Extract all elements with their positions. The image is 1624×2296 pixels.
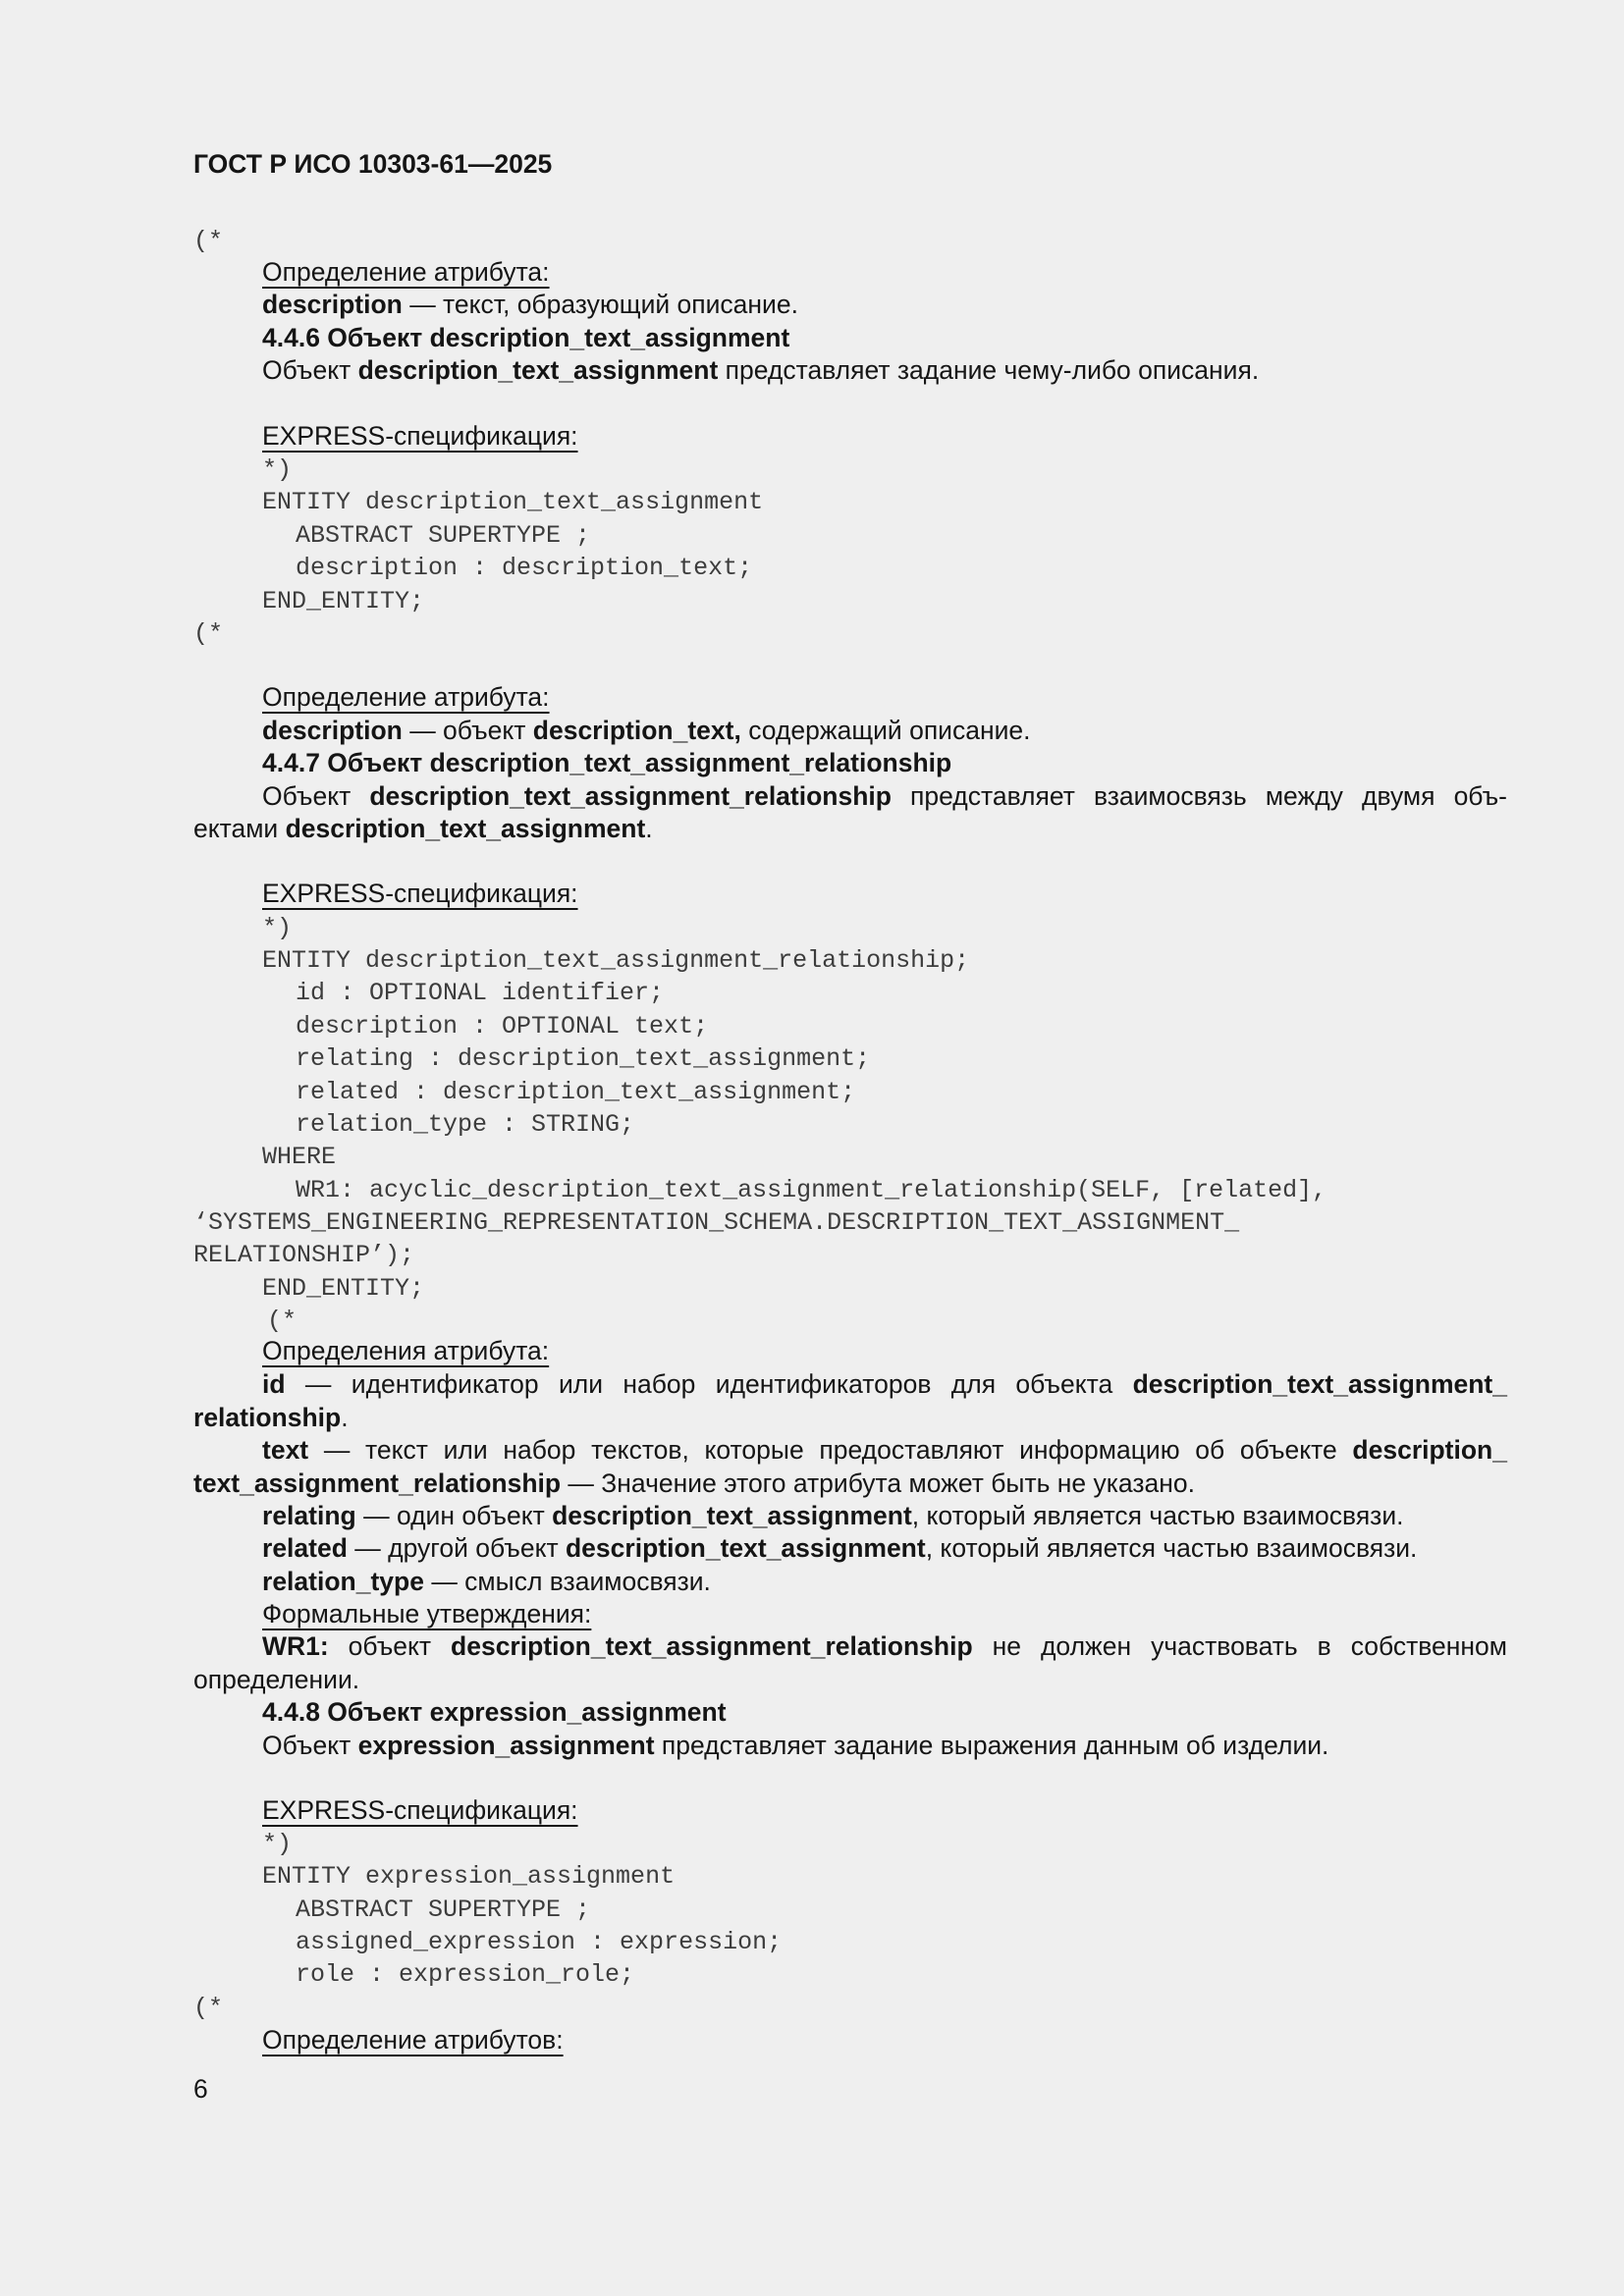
section-paragraph: Объект description_text_assignment представляет задание чему-либо описания. <box>262 355 1260 385</box>
express-spec-label: EXPRESS-спецификация: <box>262 1795 578 1825</box>
code-line: description : description_text; <box>296 554 753 582</box>
comment-open: (* <box>193 1994 224 2022</box>
code-line: *) <box>262 1830 293 1858</box>
code-line: ENTITY description_text_assignment_relationship; <box>262 946 970 975</box>
code-line: id : OPTIONAL identifier; <box>296 979 665 1007</box>
attribute-definition-id: id — идентификатор или набор идентификаторов для объекта description_text_assignment_ <box>262 1369 1507 1399</box>
attribute-definition-label: Определение атрибута: <box>262 682 550 712</box>
attribute-definition-related: related — другой объект description_text_assignment, который является частью взаимосвязи. <box>262 1533 1418 1563</box>
section-heading-4-4-6: 4.4.6 Объект description_text_assignment <box>262 323 790 352</box>
section-heading-4-4-7: 4.4.7 Объект description_text_assignment_relationship <box>262 748 952 777</box>
express-spec-label: EXPRESS-спецификация: <box>262 421 578 451</box>
code-line: WR1: acyclic_description_text_assignment_relationship(SELF, [related], <box>296 1176 1327 1204</box>
formal-proposition-wr1-continued: определении. <box>193 1665 360 1694</box>
formal-propositions-label: Формальные утверждения: <box>262 1599 592 1629</box>
comment-open: (* <box>193 619 224 648</box>
code-line: *) <box>262 455 293 484</box>
section-paragraph-continued: ектами description_text_assignment. <box>193 814 653 843</box>
code-line: role : expression_role; <box>296 1960 635 1989</box>
comment-open: (* <box>193 227 224 255</box>
code-line: ‘SYSTEMS_ENGINEERING_REPRESENTATION_SCHEMA.DESCRIPTION_TEXT_ASSIGNMENT_ <box>193 1208 1240 1237</box>
code-line: relation_type : STRING; <box>296 1110 635 1139</box>
code-line: WHERE <box>262 1143 337 1171</box>
comment-open: (* <box>267 1307 298 1335</box>
attribute-definitions-label: Определения атрибута: <box>262 1336 550 1365</box>
page-number: 6 <box>193 2074 208 2104</box>
code-line: END_ENTITY; <box>262 587 425 615</box>
attribute-definition-text-continued: text_assignment_relationship — Значение этого атрибута может быть не указано. <box>193 1468 1195 1498</box>
formal-proposition-wr1: WR1: объект description_text_assignment_relationship не должен участвовать в собственном <box>262 1631 1508 1661</box>
attribute-definition-relating: relating — один объект description_text_assignment, который является частью взаимосвязи. <box>262 1501 1404 1530</box>
attribute-definition-relation-type: relation_type — смысл взаимосвязи. <box>262 1567 711 1596</box>
attribute-definition-id-continued: relationship. <box>193 1403 349 1432</box>
code-line: ENTITY expression_assignment <box>262 1862 676 1891</box>
attribute-definitions-label: Определение атрибутов: <box>262 2025 564 2055</box>
code-line: related : description_text_assignment; <box>296 1078 856 1106</box>
code-line: *) <box>262 914 293 942</box>
code-line: assigned_expression : expression; <box>296 1928 783 1956</box>
code-line: description : OPTIONAL text; <box>296 1012 709 1041</box>
document-header: ГОСТ Р ИСО 10303-61—2025 <box>193 149 553 179</box>
attribute-definition-text: text — текст или набор текстов, которые предоставляют информацию об объекте description_ <box>262 1435 1507 1465</box>
attribute-definition-label: Определение атрибута: <box>262 257 550 287</box>
code-line: ABSTRACT SUPERTYPE ; <box>296 1896 591 1924</box>
code-line: END_ENTITY; <box>262 1274 425 1303</box>
code-line: relating : description_text_assignment; <box>296 1044 871 1073</box>
section-paragraph: Объект description_text_assignment_relationship представляет взаимосвязь между двумя объ- <box>262 781 1507 811</box>
code-line: ENTITY description_text_assignment <box>262 488 764 516</box>
attribute-definition: description — объект description_text, содержащий описание. <box>262 716 1031 745</box>
code-line: ABSTRACT SUPERTYPE ; <box>296 521 591 550</box>
code-line: RELATIONSHIP’); <box>193 1241 415 1269</box>
section-paragraph: Объект expression_assignment представляет задание выражения данным об изделии. <box>262 1731 1329 1760</box>
express-spec-label: EXPRESS-спецификация: <box>262 879 578 908</box>
section-heading-4-4-8: 4.4.8 Объект expression_assignment <box>262 1697 727 1727</box>
attribute-definition: description — текст, образующий описание. <box>262 290 798 319</box>
